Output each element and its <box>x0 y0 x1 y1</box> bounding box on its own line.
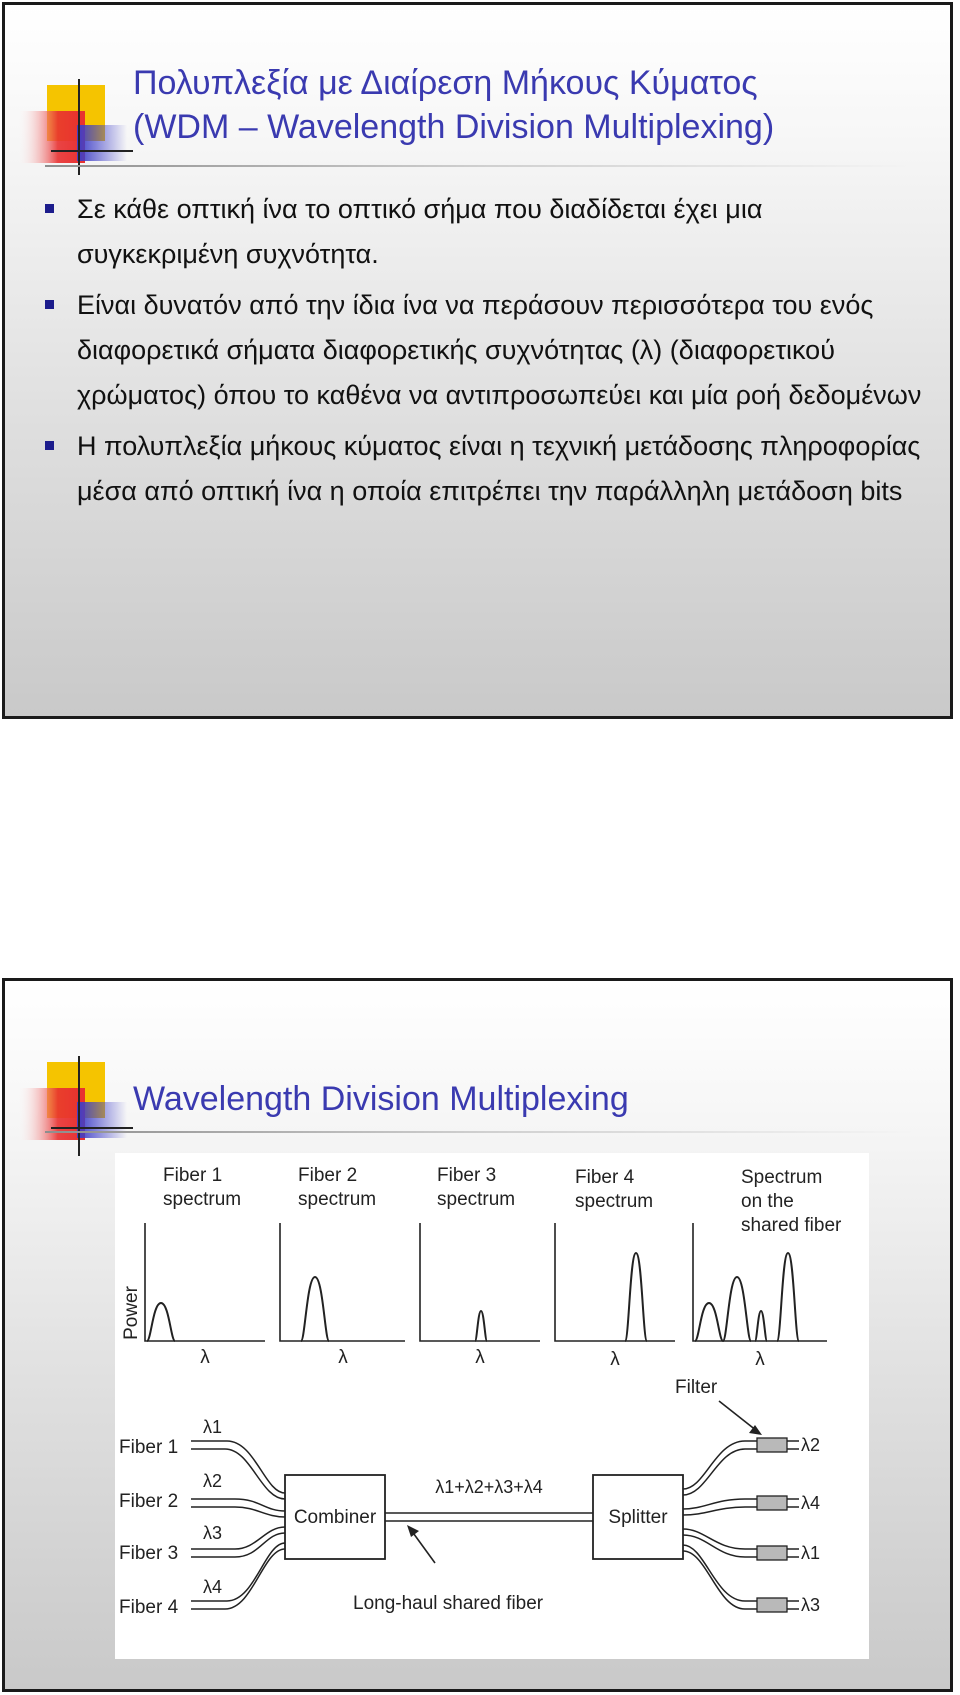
shared-peak-lambda3 <box>755 1311 767 1341</box>
svg-text:λ4: λ4 <box>203 1577 223 1597</box>
spectrum-axes <box>145 1223 827 1341</box>
slide-2 <box>2 978 953 1692</box>
input-fiber-2-label: Fiber 2 <box>119 1491 179 1512</box>
slide-1 <box>2 2 953 719</box>
svg-text:λ1: λ1 <box>203 1417 223 1437</box>
bullet-item <box>45 283 925 418</box>
filters <box>757 1438 787 1612</box>
input-fiber-labels <box>119 1437 179 1618</box>
spectrum-title-shared: Spectrum on the shared fiber <box>741 1167 842 1236</box>
bullet-square-icon <box>45 204 54 213</box>
bullet-text: Είναι δυνατόν από την ίδια ίνα να περάσουν περισσότερα του ενός διαφορετικά σήματα διαφορετικής συχνότητας (λ) (διαφορετικού χρώματος) όπου το καθένα να αντιπροσωπεύει και μία ροή δεδομένων <box>77 290 922 410</box>
shared-peak-lambda2 <box>723 1277 751 1341</box>
bullet-square-icon <box>45 300 54 309</box>
svg-text:λ2: λ2 <box>801 1435 821 1455</box>
peak-lambda4 <box>625 1253 647 1341</box>
svg-text:λ3: λ3 <box>203 1523 223 1543</box>
spectrum-title-fiber2: Fiber 2 spectrum <box>298 1165 377 1210</box>
svg-text:λ2: λ2 <box>203 1471 223 1491</box>
bullet-list <box>45 187 925 520</box>
slide-2-title: Wavelength Division Multiplexing <box>133 1080 629 1118</box>
title-line-1: Πολυπλεξία με Διαίρεση Μήκους Κύματος <box>133 64 758 102</box>
slide-decoration-icon <box>15 75 135 175</box>
title-underline <box>45 1131 915 1133</box>
shared-signal-label: λ1+λ2+λ3+λ4 <box>435 1477 543 1497</box>
shared-peak-lambda4 <box>777 1253 799 1341</box>
slide-1-title <box>133 61 774 149</box>
title-underline <box>45 165 915 167</box>
svg-text:λ: λ <box>610 1349 620 1370</box>
wdm-diagram <box>115 1153 869 1659</box>
shared-peak-lambda1 <box>695 1303 723 1341</box>
bullet-item <box>45 187 925 277</box>
wdm-figure <box>115 1153 869 1659</box>
svg-text:λ: λ <box>200 1347 210 1368</box>
svg-text:λ: λ <box>338 1347 348 1368</box>
splitter-label: Splitter <box>608 1507 668 1528</box>
power-axis-label: Power <box>121 1286 142 1340</box>
slide-decoration-icon <box>15 1056 135 1156</box>
peak-lambda1 <box>147 1303 175 1341</box>
spectrum-title-fiber4: Fiber 4 spectrum <box>575 1167 654 1212</box>
spectrum-title-fiber3: Fiber 3 spectrum <box>437 1165 516 1210</box>
shared-fiber <box>385 1513 593 1521</box>
peak-lambda3 <box>475 1311 487 1341</box>
combiner-label: Combiner <box>293 1507 377 1528</box>
output-fibers <box>683 1441 799 1609</box>
shared-fiber-arrow <box>407 1525 435 1563</box>
input-fiber-3-label: Fiber 3 <box>119 1543 179 1564</box>
svg-text:λ4: λ4 <box>801 1493 821 1513</box>
spectrum-lambda-labels <box>200 1347 765 1370</box>
bullet-text: Η πολυπλεξία μήκους κύματος είναι η τεχνική μετάδοσης πληροφορίας μέσα από οπτική ίνα η οποία επιτρέπει την παράλληλη μετάδοση bits <box>77 431 921 506</box>
bullet-text: Σε κάθε οπτική ίνα το οπτικό σήμα που διαδίδεται έχει μια συγκεκριμένη συχνότητα. <box>77 194 763 269</box>
filter-arrow <box>719 1401 762 1435</box>
svg-text:λ: λ <box>755 1349 765 1370</box>
input-fiber-1-label: Fiber 1 <box>119 1437 179 1458</box>
input-fiber-4-label: Fiber 4 <box>119 1597 179 1618</box>
svg-text:λ3: λ3 <box>801 1595 821 1615</box>
title-line-2: (WDM – Wavelength Division Multiplexing) <box>133 108 775 146</box>
spectrum-peaks <box>147 1253 799 1341</box>
svg-text:λ: λ <box>475 1347 485 1368</box>
bullet-item <box>45 424 925 514</box>
spectrum-title-fiber1: Fiber 1 spectrum <box>163 1165 242 1210</box>
filter-label: Filter <box>675 1377 718 1398</box>
peak-lambda2 <box>301 1277 329 1341</box>
shared-fiber-label: Long-haul shared fiber <box>353 1593 544 1614</box>
bullet-square-icon <box>45 441 54 450</box>
svg-text:λ1: λ1 <box>801 1543 821 1563</box>
output-lambda-labels <box>801 1435 820 1615</box>
